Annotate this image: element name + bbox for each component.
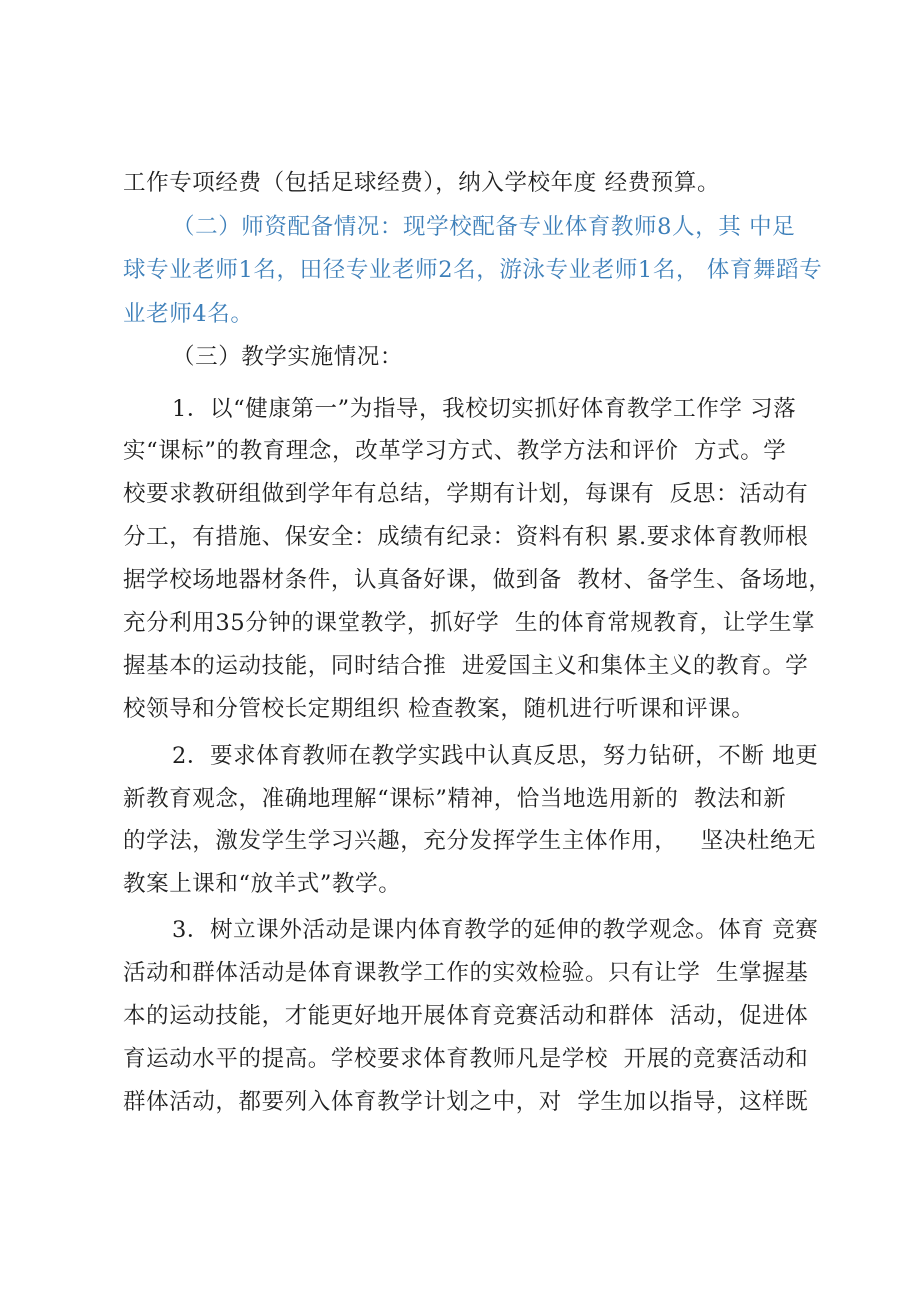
text-line: 本的运动技能，才能更好地开展体育竞赛活动和群体 活动，促进体	[123, 1003, 809, 1029]
text-line: 业老师4名。	[123, 301, 254, 327]
text-line: 的学法，激发学生学习兴趣，充分发挥学生主体作用， 坚决杜绝无	[123, 828, 817, 854]
text-line: 实“课标”的教育理念，改革学习方式、教学方法和评价 方式。学	[123, 438, 787, 464]
paragraph-1-start: 1．以“健康第一”为指导，我校切实抓好体育教学工作学 习落	[172, 396, 797, 422]
paragraph-3-start: 3．树立课外活动是课内体育教学的延伸的教学观念。体育 竞赛	[172, 917, 819, 943]
text-line: 活动和群体活动是体育课教学工作的实效检验。只有让学 生掌握基	[123, 960, 809, 986]
text-line: 校领导和分管校长定期组织 检查教案，随机进行听课和评课。	[123, 696, 755, 722]
paragraph-2-start: 2．要求体育教师在教学实践中认真反思，努力钻研，不断 地更	[172, 743, 819, 769]
section-heading-teaching: （三）教学实施情况：	[172, 344, 404, 370]
text-line: 工作专项经费（包括足球经费），纳入学校年度 经费预算。	[123, 170, 721, 196]
text-line: 分工，有措施、保安全：成绩有纪录：资料有积 累.要求体育教师根	[123, 524, 809, 550]
text-line: 充分利用35分钟的课堂教学，抓好学 生的体育常规教育，让学生掌	[123, 610, 816, 636]
text-line: 教案上课和“放羊式”教学。	[123, 871, 402, 897]
text-line: 育运动水平的提高。学校要求体育教师凡是学校 开展的竞赛活动和	[123, 1046, 809, 1072]
text-line: 新教育观念，准确地理解“课标”精神，恰当地选用新的 教法和新	[123, 786, 787, 812]
section-heading-teachers: （二）师资配备情况：现学校配备专业体育教师8人，其 中足	[172, 214, 796, 240]
text-line: 群体活动，都要列入体育教学计划之中，对 学生加以指导，这样既	[123, 1089, 809, 1115]
text-line: 球专业老师1名，田径专业老师2名，游泳专业老师1名， 体育舞蹈专	[123, 257, 823, 283]
text-line: 据学校场地器材条件，认真备好课，做到备 教材、备学生、备场地，	[123, 567, 832, 593]
text-line: 校要求教研组做到学年有总结，学期有计划，每课有 反思：活动有	[123, 481, 809, 507]
text-line: 握基本的运动技能，同时结合推 进爱国主义和集体主义的教育。学	[123, 653, 809, 679]
